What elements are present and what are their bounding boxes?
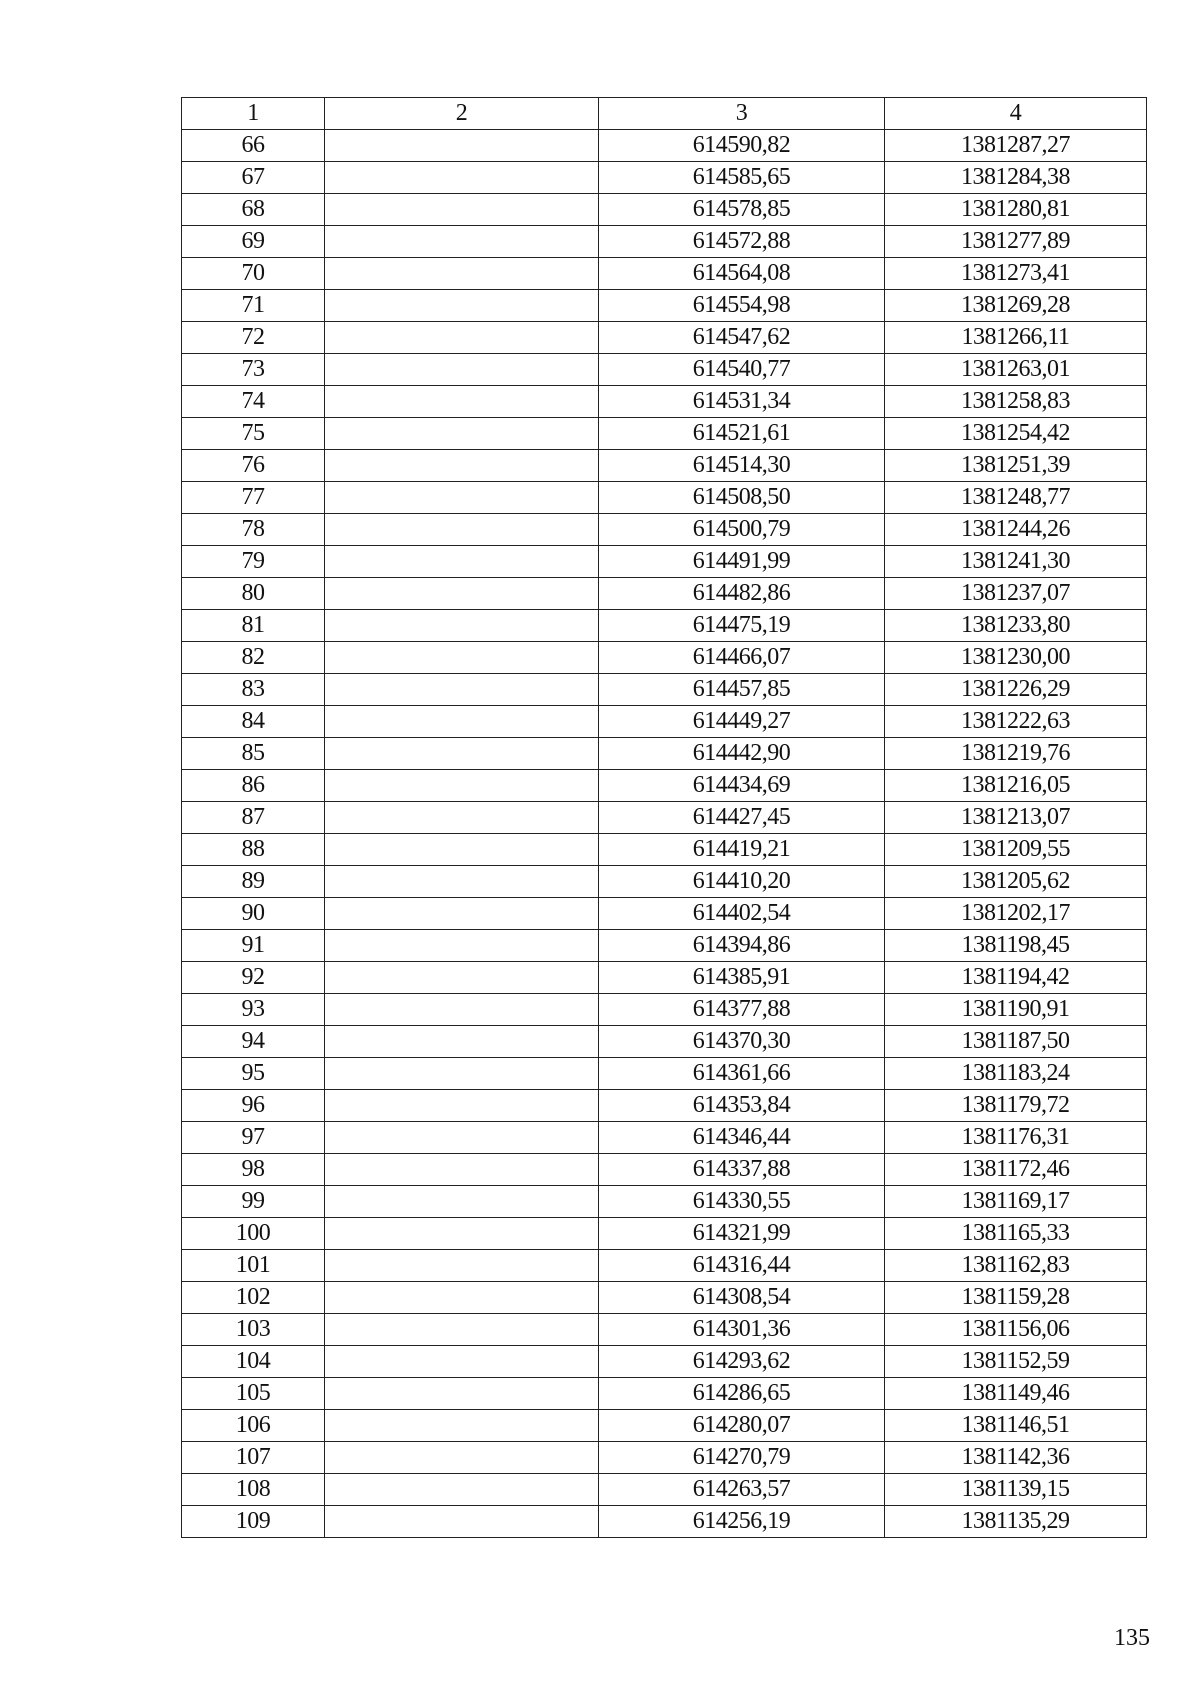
table-cell-col-4: 1381254,42 <box>885 418 1147 450</box>
table-row <box>182 482 1147 514</box>
table-cell-col-2 <box>325 1058 599 1090</box>
table-cell-col-3: 614457,85 <box>599 674 885 706</box>
table-cell-col-2 <box>325 450 599 482</box>
table-cell-col-4: 1381165,33 <box>885 1218 1147 1250</box>
table-cell-col-3: 614353,84 <box>599 1090 885 1122</box>
table-cell-col-4: 1381251,39 <box>885 450 1147 482</box>
table-cell-col-4: 1381179,72 <box>885 1090 1147 1122</box>
table-cell-col-4: 1381287,27 <box>885 130 1147 162</box>
table-row <box>182 354 1147 386</box>
table-cell-col-2 <box>325 1378 599 1410</box>
table-cell-col-1: 73 <box>182 354 325 386</box>
table-cell-col-3: 614280,07 <box>599 1410 885 1442</box>
table-cell-col-1: 72 <box>182 322 325 354</box>
table-cell-col-1: 103 <box>182 1314 325 1346</box>
table-cell-col-2 <box>325 1346 599 1378</box>
table-cell-col-1: 79 <box>182 546 325 578</box>
table-cell-col-4: 1381176,31 <box>885 1122 1147 1154</box>
table-cell-col-2 <box>325 1154 599 1186</box>
table-cell-col-4: 1381277,89 <box>885 226 1147 258</box>
table-cell-col-3: 614419,21 <box>599 834 885 866</box>
table-body <box>182 130 1147 1538</box>
table-cell-col-2 <box>325 706 599 738</box>
table-cell-col-1: 107 <box>182 1442 325 1474</box>
table-cell-col-3: 614361,66 <box>599 1058 885 1090</box>
table-cell-col-4: 1381142,36 <box>885 1442 1147 1474</box>
table-cell-col-3: 614308,54 <box>599 1282 885 1314</box>
table-cell-col-1: 75 <box>182 418 325 450</box>
table-cell-col-1: 71 <box>182 290 325 322</box>
table-row <box>182 386 1147 418</box>
table-cell-col-3: 614572,88 <box>599 226 885 258</box>
table-cell-col-3: 614531,34 <box>599 386 885 418</box>
table-cell-col-3: 614540,77 <box>599 354 885 386</box>
table-row <box>182 1090 1147 1122</box>
table-row <box>182 802 1147 834</box>
table-cell-col-4: 1381237,07 <box>885 578 1147 610</box>
table-cell-col-3: 614564,08 <box>599 258 885 290</box>
table-cell-col-3: 614316,44 <box>599 1250 885 1282</box>
table-cell-col-3: 614547,62 <box>599 322 885 354</box>
table-row <box>182 1122 1147 1154</box>
table-cell-col-1: 77 <box>182 482 325 514</box>
table-row <box>182 1218 1147 1250</box>
table-cell-col-3: 614578,85 <box>599 194 885 226</box>
table-cell-col-2 <box>325 1474 599 1506</box>
table-cell-col-4: 1381198,45 <box>885 930 1147 962</box>
table-cell-col-2 <box>325 1506 599 1538</box>
table-cell-col-1: 81 <box>182 610 325 642</box>
table-cell-col-3: 614514,30 <box>599 450 885 482</box>
table-cell-col-2 <box>325 482 599 514</box>
table-cell-col-1: 92 <box>182 962 325 994</box>
table-cell-col-3: 614394,86 <box>599 930 885 962</box>
table-cell-col-1: 66 <box>182 130 325 162</box>
table-cell-col-4: 1381219,76 <box>885 738 1147 770</box>
table-cell-col-3: 614286,65 <box>599 1378 885 1410</box>
table-cell-col-4: 1381226,29 <box>885 674 1147 706</box>
table-row <box>182 1314 1147 1346</box>
table-cell-col-3: 614427,45 <box>599 802 885 834</box>
table-cell-col-3: 614346,44 <box>599 1122 885 1154</box>
table-row <box>182 450 1147 482</box>
table-cell-col-1: 68 <box>182 194 325 226</box>
table-header-row <box>182 98 1147 130</box>
table-cell-col-3: 614385,91 <box>599 962 885 994</box>
table-cell-col-2 <box>325 642 599 674</box>
table-cell-col-3: 614590,82 <box>599 130 885 162</box>
table-cell-col-2 <box>325 1282 599 1314</box>
table-cell-col-1: 101 <box>182 1250 325 1282</box>
table-cell-col-2 <box>325 866 599 898</box>
table-cell-col-4: 1381187,50 <box>885 1026 1147 1058</box>
table-row <box>182 1186 1147 1218</box>
table-cell-col-4: 1381209,55 <box>885 834 1147 866</box>
table-cell-col-2 <box>325 258 599 290</box>
table-row <box>182 194 1147 226</box>
table-row <box>182 610 1147 642</box>
table-row <box>182 770 1147 802</box>
table-cell-col-4: 1381135,29 <box>885 1506 1147 1538</box>
table-cell-col-1: 100 <box>182 1218 325 1250</box>
table-cell-col-4: 1381172,46 <box>885 1154 1147 1186</box>
table-row <box>182 1410 1147 1442</box>
table-cell-col-4: 1381205,62 <box>885 866 1147 898</box>
coordinates-table <box>181 97 1147 1538</box>
table-cell-col-4: 1381230,00 <box>885 642 1147 674</box>
table-cell-col-1: 97 <box>182 1122 325 1154</box>
table-cell-col-2 <box>325 674 599 706</box>
table-cell-col-2 <box>325 546 599 578</box>
table-row <box>182 226 1147 258</box>
table-cell-col-4: 1381233,80 <box>885 610 1147 642</box>
table-cell-col-4: 1381162,83 <box>885 1250 1147 1282</box>
table-cell-col-2 <box>325 1186 599 1218</box>
table-cell-col-1: 88 <box>182 834 325 866</box>
page-number: 135 <box>1114 1625 1150 1651</box>
table-row <box>182 578 1147 610</box>
table-cell-col-4: 1381241,30 <box>885 546 1147 578</box>
table-cell-col-3: 614301,36 <box>599 1314 885 1346</box>
table-cell-col-1: 86 <box>182 770 325 802</box>
table-cell-col-2 <box>325 418 599 450</box>
table-cell-col-3: 614377,88 <box>599 994 885 1026</box>
table-cell-col-3: 614434,69 <box>599 770 885 802</box>
table-cell-col-1: 106 <box>182 1410 325 1442</box>
table-cell-col-1: 99 <box>182 1186 325 1218</box>
table-cell-col-3: 614475,19 <box>599 610 885 642</box>
table-cell-col-3: 614263,57 <box>599 1474 885 1506</box>
table-cell-col-2 <box>325 290 599 322</box>
table-cell-col-4: 1381244,26 <box>885 514 1147 546</box>
table-cell-col-3: 614442,90 <box>599 738 885 770</box>
table-cell-col-1: 84 <box>182 706 325 738</box>
table-cell-col-1: 80 <box>182 578 325 610</box>
table-cell-col-2 <box>325 1090 599 1122</box>
table-cell-col-1: 70 <box>182 258 325 290</box>
table-cell-col-2 <box>325 194 599 226</box>
table-row <box>182 1026 1147 1058</box>
table-cell-col-2 <box>325 162 599 194</box>
table-cell-col-1: 85 <box>182 738 325 770</box>
table-row <box>182 738 1147 770</box>
table-cell-col-1: 93 <box>182 994 325 1026</box>
table-cell-col-2 <box>325 962 599 994</box>
table-cell-col-1: 94 <box>182 1026 325 1058</box>
table-cell-col-4: 1381149,46 <box>885 1378 1147 1410</box>
table-cell-col-3: 614585,65 <box>599 162 885 194</box>
table-cell-col-3: 614508,50 <box>599 482 885 514</box>
table-cell-col-3: 614370,30 <box>599 1026 885 1058</box>
table-cell-col-1: 87 <box>182 802 325 834</box>
table-cell-col-4: 1381216,05 <box>885 770 1147 802</box>
table-cell-col-4: 1381194,42 <box>885 962 1147 994</box>
table-row <box>182 994 1147 1026</box>
table-row <box>182 930 1147 962</box>
table-cell-col-1: 105 <box>182 1378 325 1410</box>
table-row <box>182 322 1147 354</box>
table-cell-col-2 <box>325 930 599 962</box>
table-cell-col-3: 614337,88 <box>599 1154 885 1186</box>
table-row <box>182 258 1147 290</box>
table-row <box>182 1442 1147 1474</box>
column-header-3: 3 <box>599 98 885 130</box>
table-row <box>182 962 1147 994</box>
table-cell-col-2 <box>325 898 599 930</box>
table-cell-col-3: 614293,62 <box>599 1346 885 1378</box>
column-header-2: 2 <box>325 98 599 130</box>
table-cell-col-2 <box>325 1218 599 1250</box>
table-cell-col-1: 76 <box>182 450 325 482</box>
table-row <box>182 1282 1147 1314</box>
table-cell-col-4: 1381139,15 <box>885 1474 1147 1506</box>
table-cell-col-2 <box>325 322 599 354</box>
table-row <box>182 706 1147 738</box>
table-cell-col-3: 614521,61 <box>599 418 885 450</box>
table-cell-col-4: 1381248,77 <box>885 482 1147 514</box>
table-cell-col-3: 614270,79 <box>599 1442 885 1474</box>
column-header-1: 1 <box>182 98 325 130</box>
table-cell-col-1: 95 <box>182 1058 325 1090</box>
table-row <box>182 1250 1147 1282</box>
table-cell-col-4: 1381280,81 <box>885 194 1147 226</box>
table-cell-col-4: 1381146,51 <box>885 1410 1147 1442</box>
column-header-4: 4 <box>885 98 1147 130</box>
table-row <box>182 418 1147 450</box>
table-row <box>182 866 1147 898</box>
table-row <box>182 514 1147 546</box>
table-cell-col-4: 1381213,07 <box>885 802 1147 834</box>
table-row <box>182 1474 1147 1506</box>
table-row <box>182 1346 1147 1378</box>
table-cell-col-3: 614500,79 <box>599 514 885 546</box>
table-cell-col-3: 614321,99 <box>599 1218 885 1250</box>
table-cell-col-4: 1381284,38 <box>885 162 1147 194</box>
table-row <box>182 546 1147 578</box>
table-cell-col-2 <box>325 1410 599 1442</box>
table-cell-col-1: 78 <box>182 514 325 546</box>
table-cell-col-4: 1381190,91 <box>885 994 1147 1026</box>
table-cell-col-4: 1381183,24 <box>885 1058 1147 1090</box>
table-cell-col-1: 98 <box>182 1154 325 1186</box>
table-cell-col-2 <box>325 130 599 162</box>
table-cell-col-3: 614256,19 <box>599 1506 885 1538</box>
table-cell-col-2 <box>325 578 599 610</box>
table-cell-col-3: 614466,07 <box>599 642 885 674</box>
table-cell-col-1: 102 <box>182 1282 325 1314</box>
table-cell-col-2 <box>325 354 599 386</box>
table-cell-col-2 <box>325 514 599 546</box>
table-cell-col-1: 74 <box>182 386 325 418</box>
table-cell-col-2 <box>325 1250 599 1282</box>
table-cell-col-2 <box>325 834 599 866</box>
table-cell-col-2 <box>325 1314 599 1346</box>
table-cell-col-1: 109 <box>182 1506 325 1538</box>
table-cell-col-2 <box>325 1026 599 1058</box>
table-cell-col-4: 1381159,28 <box>885 1282 1147 1314</box>
table-cell-col-4: 1381169,17 <box>885 1186 1147 1218</box>
table-row <box>182 162 1147 194</box>
table-cell-col-1: 96 <box>182 1090 325 1122</box>
table-cell-col-2 <box>325 1122 599 1154</box>
table-cell-col-4: 1381258,83 <box>885 386 1147 418</box>
table-cell-col-3: 614449,27 <box>599 706 885 738</box>
table-cell-col-1: 104 <box>182 1346 325 1378</box>
table-row <box>182 1154 1147 1186</box>
table-cell-col-2 <box>325 738 599 770</box>
table-cell-col-4: 1381156,06 <box>885 1314 1147 1346</box>
table-cell-col-2 <box>325 226 599 258</box>
table-row <box>182 642 1147 674</box>
table-cell-col-3: 614402,54 <box>599 898 885 930</box>
table-cell-col-4: 1381202,17 <box>885 898 1147 930</box>
table-cell-col-1: 91 <box>182 930 325 962</box>
table-cell-col-4: 1381263,01 <box>885 354 1147 386</box>
table-cell-col-4: 1381222,63 <box>885 706 1147 738</box>
table-cell-col-4: 1381273,41 <box>885 258 1147 290</box>
table-cell-col-3: 614410,20 <box>599 866 885 898</box>
table-cell-col-1: 83 <box>182 674 325 706</box>
table-cell-col-3: 614330,55 <box>599 1186 885 1218</box>
table-cell-col-1: 89 <box>182 866 325 898</box>
table-cell-col-2 <box>325 770 599 802</box>
table-cell-col-4: 1381152,59 <box>885 1346 1147 1378</box>
table-cell-col-1: 69 <box>182 226 325 258</box>
table-cell-col-4: 1381269,28 <box>885 290 1147 322</box>
table-cell-col-2 <box>325 386 599 418</box>
table-cell-col-1: 90 <box>182 898 325 930</box>
table-cell-col-1: 108 <box>182 1474 325 1506</box>
table-cell-col-3: 614491,99 <box>599 546 885 578</box>
table-row <box>182 834 1147 866</box>
table-row <box>182 1058 1147 1090</box>
table-cell-col-1: 82 <box>182 642 325 674</box>
table-cell-col-2 <box>325 802 599 834</box>
table-cell-col-3: 614482,86 <box>599 578 885 610</box>
table-row <box>182 898 1147 930</box>
table-row <box>182 1378 1147 1410</box>
table-row <box>182 674 1147 706</box>
table-row <box>182 130 1147 162</box>
table-cell-col-2 <box>325 610 599 642</box>
table-cell-col-4: 1381266,11 <box>885 322 1147 354</box>
table-cell-col-2 <box>325 1442 599 1474</box>
table-cell-col-1: 67 <box>182 162 325 194</box>
table-row <box>182 1506 1147 1538</box>
table-row <box>182 290 1147 322</box>
table-cell-col-3: 614554,98 <box>599 290 885 322</box>
table-cell-col-2 <box>325 994 599 1026</box>
